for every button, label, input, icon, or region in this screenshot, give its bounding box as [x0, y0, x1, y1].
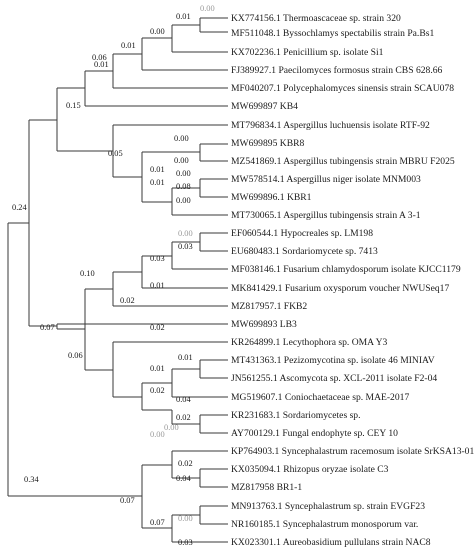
- branch-label: 0.02: [178, 459, 193, 468]
- branch-label: 0.00: [174, 134, 189, 143]
- branch-label: 0.03: [150, 254, 165, 263]
- leaf-label: MZ817957.1 FKB2: [231, 301, 308, 312]
- branch-label: 0.01: [150, 165, 165, 174]
- branch-label: 0.00: [178, 229, 193, 238]
- leaf-label: EF060544.1 Hypocreales sp. LM198: [231, 228, 374, 239]
- branch-label: 0.07: [40, 323, 55, 332]
- branch-label: 0.05: [108, 149, 123, 158]
- leaf-label: MG519607.1 Coniochaetaceae sp. MAE-2017: [231, 392, 410, 403]
- leaf-label: MW699896.1 KBR1: [231, 192, 312, 203]
- leaf-label: KP764903.1 Syncephalastrum racemosum isolate SrKSA13-01: [231, 446, 475, 457]
- leaf-label: EU680483.1 Sordariomycete sp. 7413: [231, 246, 378, 257]
- branch-label: 0.07: [150, 518, 165, 527]
- branch-label: 0.01: [150, 364, 165, 373]
- branch-label: 0.00: [176, 169, 191, 178]
- branch-label: 0.04: [176, 395, 191, 404]
- leaf-label: MF038146.1 Fusarium chlamydosporum isolate KJCC1179: [231, 264, 461, 275]
- branch-label: 0.02: [176, 413, 191, 422]
- branch-label: 0.24: [12, 203, 27, 212]
- branch-label: 0.00: [150, 27, 165, 36]
- branch-label: 0.04: [176, 474, 191, 483]
- leaf-label: FJ389927.1 Paecilomyces formosus strain CBS 628.66: [231, 65, 443, 76]
- leaf-label: AY700129.1 Fungal endophyte sp. CEY 10: [231, 428, 398, 439]
- leaf-label: MW699893 LB3: [231, 319, 297, 330]
- branch-label: 0.02: [120, 296, 135, 305]
- leaf-labels: [231, 13, 474, 548]
- leaf-label: MW699895 KBR8: [231, 138, 305, 149]
- leaf-label: KR264899.1 Lecythophora sp. OMA Y3: [231, 337, 388, 348]
- leaf-label: MF511048.1 Byssochlamys spectabilis strain Pa.Bs1: [231, 28, 435, 39]
- leaf-label: MT431363.1 Pezizomycotina sp. isolate 46 MINIAV: [231, 355, 435, 366]
- branch-label: 0.08: [176, 182, 191, 191]
- branch-label: 0.00: [200, 4, 215, 13]
- branch-label: 0.02: [150, 386, 165, 395]
- leaf-label: MK841429.1 Fusarium oxysporum voucher NWUSeq17: [231, 283, 450, 294]
- branch-label: 0.01: [121, 41, 136, 50]
- branch-label: 0.06: [92, 53, 107, 62]
- leaf-label: KX774156.1 Thermoascaceae sp. strain 320: [231, 13, 401, 24]
- branch-label: 0.15: [66, 101, 81, 110]
- leaf-label: MT796834.1 Aspergillus luchuensis isolate RTF-92: [231, 120, 430, 131]
- leaf-label: MF040207.1 Polycephalomyces sinensis strain SCAU078: [231, 83, 455, 94]
- leaf-label: MW578514.1 Aspergillus niger isolate MNM003: [231, 174, 421, 185]
- branch-label: 0.00: [150, 430, 165, 439]
- leaf-label: MZ817958 BR1-1: [231, 482, 303, 493]
- branch-label: 0.00: [174, 156, 189, 165]
- branch-label: 0.01: [150, 178, 165, 187]
- leaf-label: MZ541869.1 Aspergillus tubingensis strain MBRU F2025: [231, 156, 455, 167]
- leaf-label: NR160185.1 Syncephalastrum monosporum var.: [231, 519, 419, 530]
- tree-branches: [8, 18, 228, 542]
- leaf-label: KX702236.1 Penicillium sp. isolate Si1: [231, 47, 384, 58]
- branch-label: 0.34: [24, 475, 39, 484]
- branch-label: 0.00: [164, 423, 179, 432]
- branch-label: 0.01: [178, 353, 193, 362]
- branch-label: 0.03: [178, 538, 193, 547]
- branch-label: 0.03: [178, 242, 193, 251]
- branch-label: 0.02: [150, 323, 165, 332]
- branch-label: 0.01: [94, 60, 109, 69]
- leaf-label: MW699897 KB4: [231, 101, 298, 112]
- branch-label: 0.00: [176, 196, 191, 205]
- leaf-label: JN561255.1 Ascomycota sp. XCL-2011 isolate F2-04: [231, 373, 438, 384]
- leaf-label: MT730065.1 Aspergillus tubingensis strain A 3-1: [231, 210, 421, 221]
- branch-label: 0.00: [178, 514, 193, 523]
- leaf-label: KX035094.1 Rhizopus oryzae isolate C3: [231, 464, 389, 475]
- branch-label: 0.06: [68, 351, 83, 360]
- branch-label: 0.07: [120, 496, 135, 505]
- branch-label: 0.01: [176, 12, 191, 21]
- leaf-label: KR231683.1 Sordariomycetes sp.: [231, 410, 361, 421]
- branch-label: 0.10: [80, 269, 95, 278]
- leaf-label: KX023301.1 Aureobasidium pullulans strain NAC8: [231, 537, 431, 548]
- branch-label: 0.01: [150, 281, 165, 290]
- leaf-label: MN913763.1 Syncephalastrum sp. strain EVGF23: [231, 501, 425, 512]
